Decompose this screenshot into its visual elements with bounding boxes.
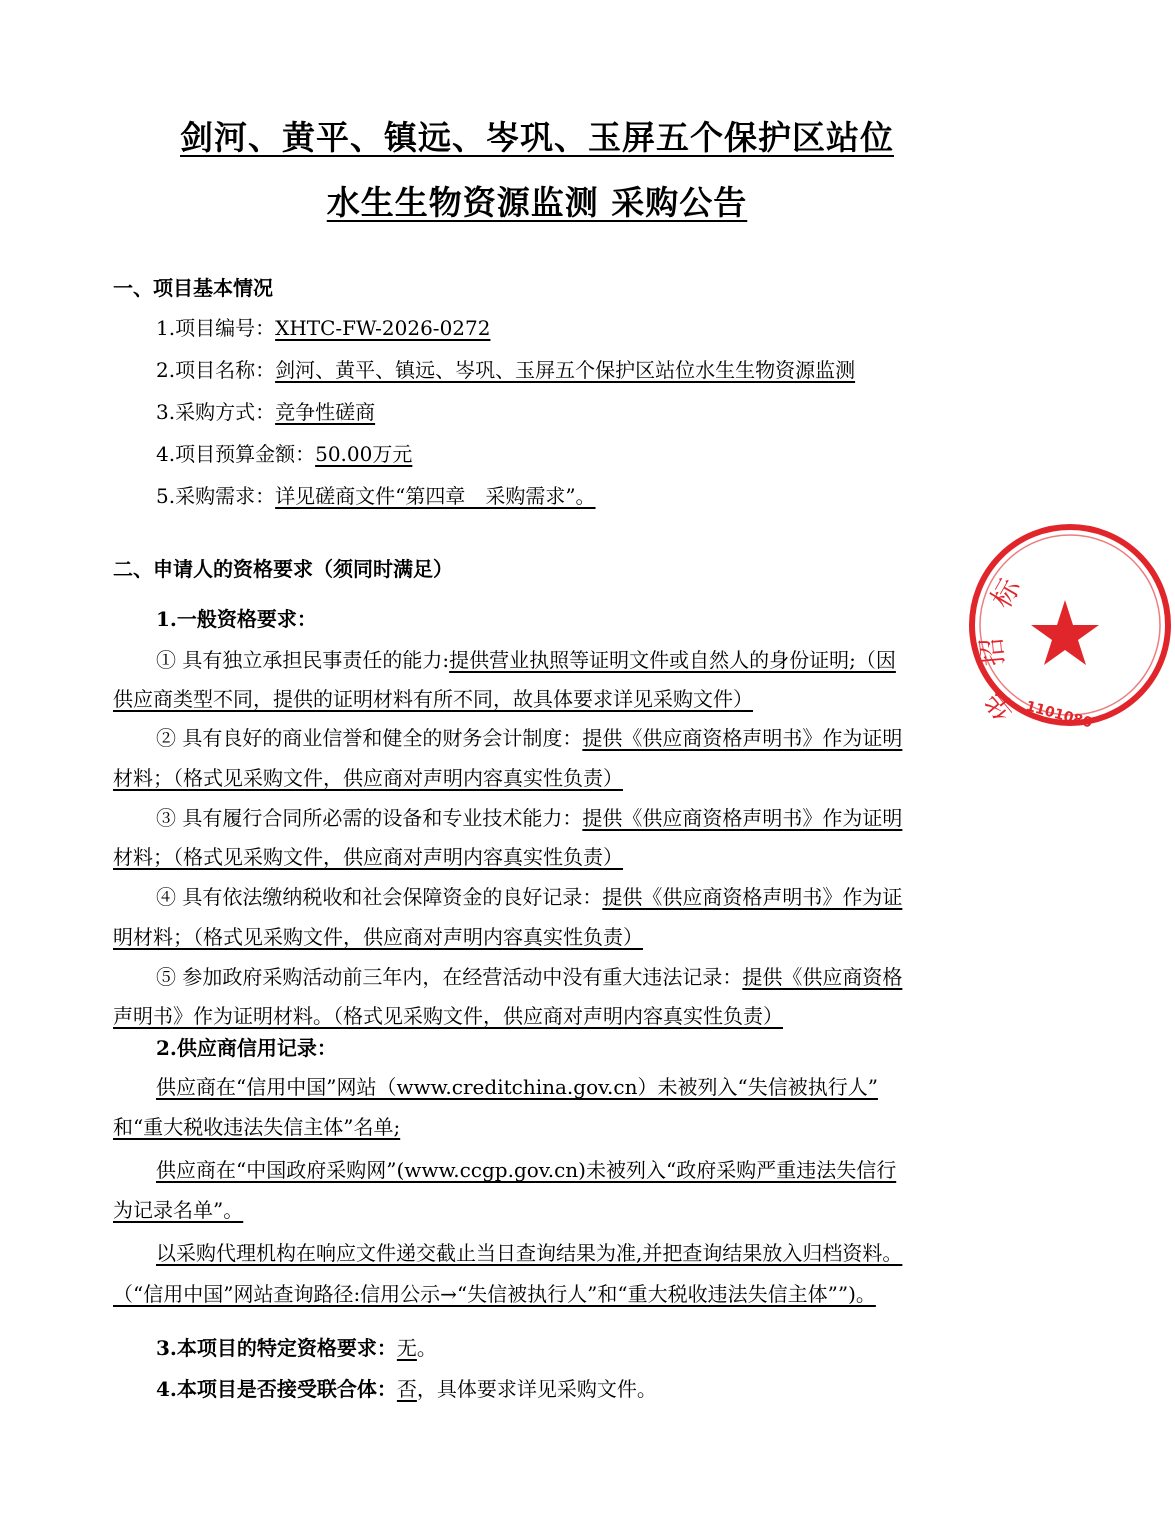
- section1-heading: 一、项目基本情况: [113, 276, 273, 300]
- general-item-1-cont: 供应商类型不同，提供的证明材料有所不同，故具体要求详见采购文件）: [113, 687, 753, 711]
- general-item-2: ② 具有良好的商业信誉和健全的财务会计制度：提供《供应商资格声明书》作为证明: [156, 726, 903, 750]
- credit-paragraph-1: 供应商在“信用中国”网站（www.creditchina.gov.cn）未被列入“失信被执行人”: [156, 1075, 878, 1099]
- general-item-2-cont: 材料；（格式见采购文件，供应商对声明内容真实性负责）: [113, 766, 623, 790]
- official-seal: [965, 520, 1175, 730]
- svg-text:招: 招: [974, 636, 1010, 668]
- credit-record-heading: 2.供应商信用记录：: [156, 1036, 337, 1060]
- general-item-5-cont: 声明书》作为证明材料。（格式见采购文件，供应商对声明内容真实性负责）: [113, 1004, 783, 1028]
- svg-text:标: 标: [984, 572, 1028, 614]
- general-item-4: ④ 具有依法缴纳税收和社会保障资金的良好记录：提供《供应商资格声明书》作为证: [156, 885, 903, 909]
- consortium-acceptance: 4.本项目是否接受联合体：否，具体要求详见采购文件。: [156, 1377, 657, 1401]
- item-procurement-method: 3.采购方式：竞争性磋商: [156, 400, 376, 424]
- svg-text:华: 华: [979, 684, 1023, 727]
- item-requirements: 5.采购需求：详见磋商文件“第四章 采购需求”。: [156, 484, 596, 508]
- general-item-4-cont: 明材料；（格式见采购文件，供应商对声明内容真实性负责）: [113, 925, 643, 949]
- item-budget: 4.项目预算金额：50.00万元: [156, 442, 413, 466]
- credit-paragraph-1-cont: 和“重大税收违法失信主体”名单;: [113, 1115, 401, 1139]
- general-item-3: ③ 具有履行合同所必需的设备和专业技术能力：提供《供应商资格声明书》作为证明: [156, 806, 903, 830]
- special-qualification: 3.本项目的特定资格要求：无。: [156, 1336, 437, 1360]
- general-item-1: ① 具有独立承担民事责任的能力:提供营业执照等证明文件或自然人的身份证明;（因: [156, 648, 896, 672]
- general-item-5: ⑤ 参加政府采购活动前三年内，在经营活动中没有重大违法记录：提供《供应商资格: [156, 965, 903, 989]
- title-line-1: 剑河、黄平、镇远、岑巩、玉屏五个保护区站位: [180, 118, 894, 157]
- seal-star-icon: [1031, 600, 1099, 665]
- credit-paragraph-3-cont: （“信用中国”网站查询路径:信用公示→“失信被执行人”和“重大税收违法失信主体””)。: [113, 1282, 876, 1306]
- seal-graphic: [965, 520, 1175, 730]
- item-project-number: 1.项目编号：XHTC-FW-2026-0272: [156, 316, 491, 340]
- credit-paragraph-2-cont: 为记录名单”。: [113, 1198, 244, 1222]
- general-qualification-heading: 1.一般资格要求：: [156, 607, 317, 631]
- section2-heading: 二、申请人的资格要求（须同时满足）: [113, 557, 453, 581]
- credit-paragraph-2: 供应商在“中国政府采购网”(www.ccgp.gov.cn)未被列入“政府采购严重违法失信行: [156, 1158, 897, 1182]
- item-project-name: 2.项目名称：剑河、黄平、镇远、岑巩、玉屏五个保护区站位水生生物资源监测: [156, 358, 856, 382]
- title-line-2: 水生生物资源监测 采购公告: [326, 183, 748, 222]
- credit-paragraph-3: 以采购代理机构在响应文件递交截止当日查询结果为准,并把查询结果放入归档资料。: [156, 1241, 903, 1265]
- svg-text:1101080: 1101080: [1023, 698, 1094, 732]
- general-item-3-cont: 材料；（格式见采购文件，供应商对声明内容真实性负责）: [113, 845, 623, 869]
